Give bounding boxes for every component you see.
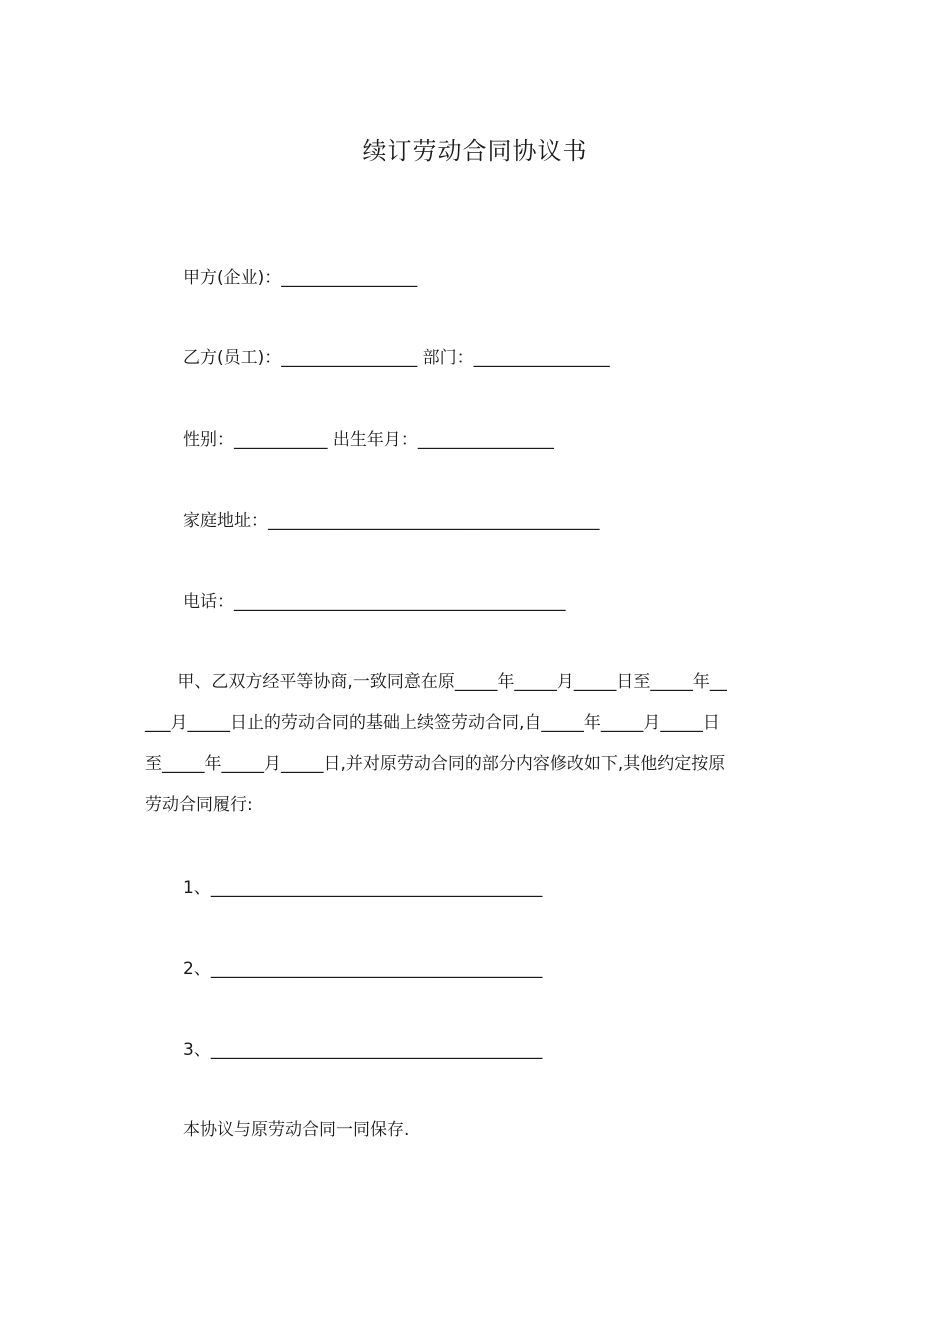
phone-field: 电话：_______________________________________ [183,592,566,612]
modification-item-3: 3、_______________________________________ [183,1040,543,1060]
document-title: 续订劳动合同协议书 [362,137,588,165]
paragraph-line-2: ___月_____日止的劳动合同的基础上续签劳动合同,自_____年_____月_____日 [145,713,720,733]
modification-item-2: 2、_______________________________________ [183,959,543,979]
party-b-field: 乙方(员工)：________________ 部门：________________ [183,348,610,368]
party-a-field: 甲方(企业)：________________ [183,268,418,288]
paragraph-line-4: 劳动合同履行: [145,795,253,815]
agreement-paragraph [145,670,805,820]
closing-statement: 本协议与原劳动合同一同保存. [183,1120,410,1140]
paragraph-line-3: 至_____年_____月_____日,并对原劳动合同的部分内容修改如下,其他约定按原 [145,754,726,774]
address-field: 家庭地址：_______________________________________ [183,511,600,531]
gender-birth-field: 性别：___________ 出生年月：________________ [183,430,554,450]
modification-item-1: 1、_______________________________________ [183,878,543,898]
paragraph-line-1: 甲、乙双方经平等协商,一致同意在原_____年_____月_____日至_____年__ [145,672,727,692]
